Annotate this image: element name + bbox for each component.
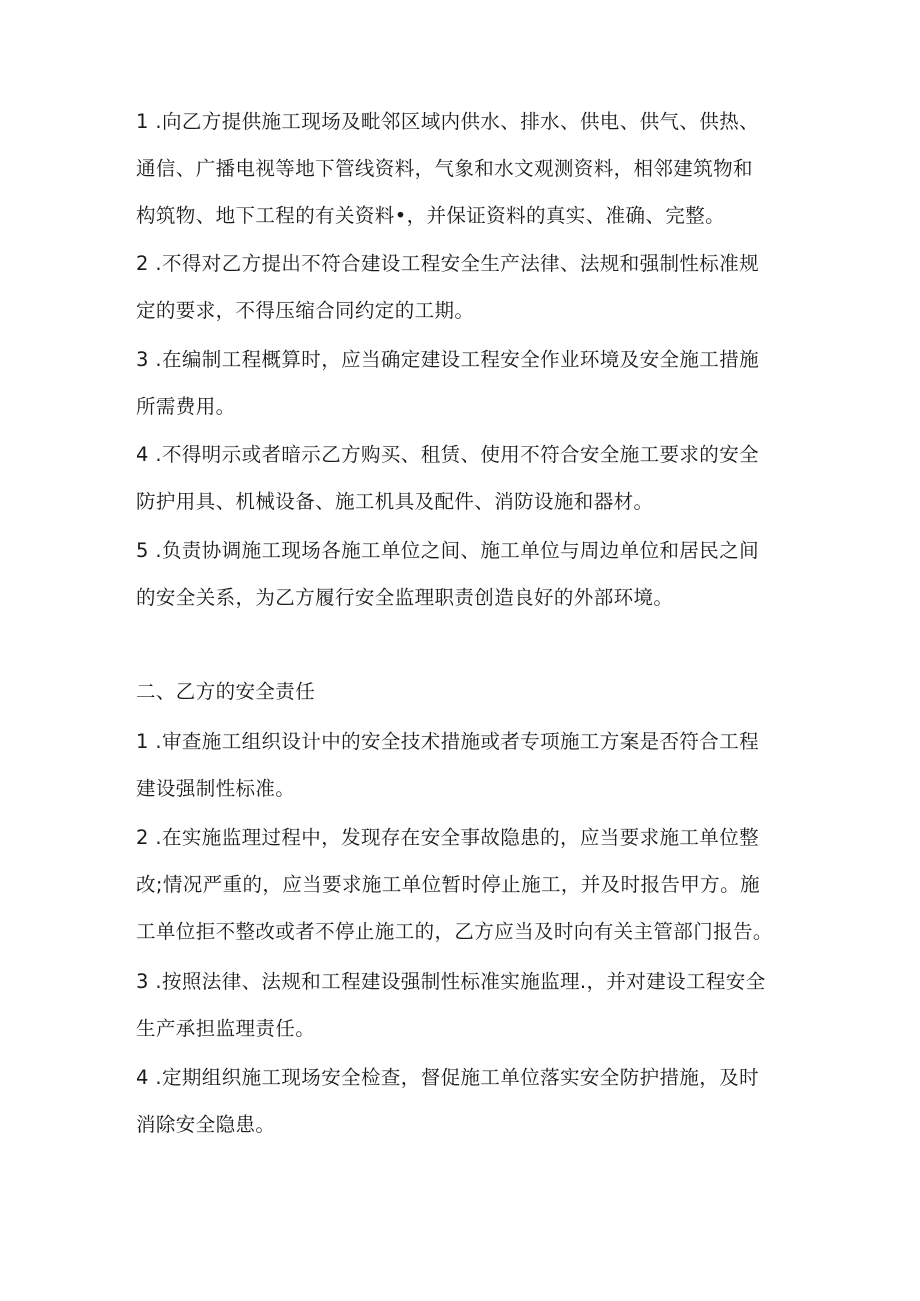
text-line: 4 .不得明示或者暗示乙方购买、租赁、使用不符合安全施工要求的安全 [136, 443, 760, 466]
text-line: 2 .不得对乙方提出不符合建设工程安全生产法律、法规和强制性标准规 [136, 252, 760, 275]
text-line: 建设强制性标准。 [136, 777, 296, 800]
text-line: 定的要求，不得压缩合同约定的工期。 [136, 299, 475, 322]
text-line: 1 .审查施工组织设计中的安全技术措施或者专项施工方案是否符合工程 [136, 730, 760, 753]
text-line: 3 .按照法律、法规和工程建设强制性标准实施监理.，并对建设工程安全 [136, 970, 766, 993]
text-line: 生产承担监理责任。 [136, 1017, 316, 1040]
section2-heading: 二、乙方的安全责任 [136, 680, 316, 703]
text-line: 通信、广播电视等地下管线资料，气象和水文观测资料，相邻建筑物和 [136, 157, 753, 180]
text-line: 的安全关系，为乙方履行安全监理职责创造良好的外部环境。 [136, 586, 674, 609]
text-line: 4 .定期组织施工现场安全检查，督促施工单位落实安全防护措施，及时 [136, 1066, 760, 1089]
text-line: 改;情况严重的，应当要求施工单位暂时停止施工，并及时报告甲方。施 [136, 873, 760, 896]
text-line: 所需费用。 [136, 395, 236, 418]
text-line: 消除安全隐患。 [136, 1113, 276, 1136]
text-line: 2 .在实施监理过程中，发现存在安全事故隐患的，应当要求施工单位整 [136, 826, 760, 849]
text-line: 防护用具、机械设备、施工机具及配件、消防设施和器材。 [136, 490, 654, 513]
text-line: 5 .负责协调施工现场各施工单位之间、施工单位与周边单位和居民之间 [136, 539, 760, 562]
text-line: 构筑物、地下工程的有关资料•，并保证资料的真实、准确、完整。 [136, 204, 726, 227]
text-line: 1 .向乙方提供施工现场及毗邻区域内供水、排水、供电、供气、供热、 [136, 110, 760, 133]
text-line: 3 .在编制工程概算时，应当确定建设工程安全作业环境及安全施工措施 [136, 348, 760, 371]
text-line: 工单位拒不整改或者不停止施工的，乙方应当及时向有关主管部门报告。 [136, 920, 773, 943]
